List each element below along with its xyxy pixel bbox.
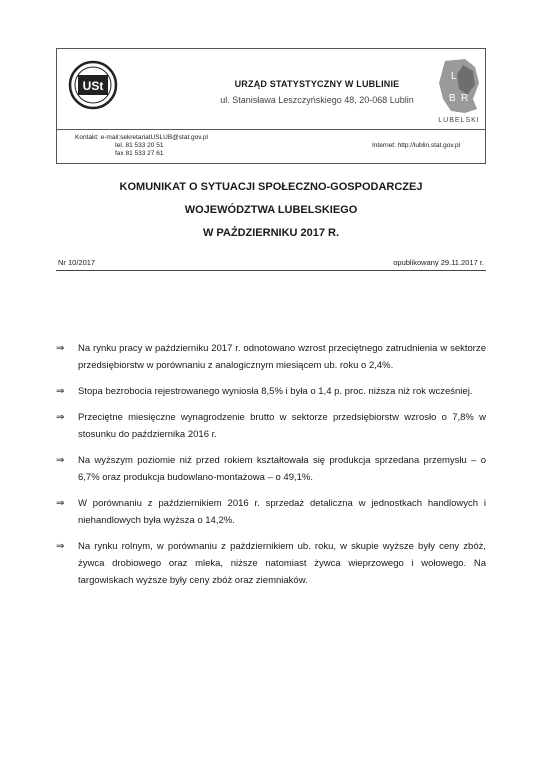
summary-bullets [56,340,486,598]
bullet-text: Na rynku rolnym, w porównaniu z październikiem ub. roku, w skupie wyższe były ceny zbóż, żywca drobiowego oraz mleka, niższe natomiast żywca wieprzowego i wołowego. Na targowiskach wyższe były ceny zbóż oraz ziemniaków. [78,541,486,586]
office-address: ul. Stanisława Leszczyńskiego 48, 20-068 Lublin [220,95,414,105]
logo-right-letter-r: R [461,93,469,104]
arrow-right-icon: ⇒ [56,498,65,509]
arrow-right-icon: ⇒ [56,412,65,423]
contact-internet: Internet: http://lublin.stat.gov.pl [372,142,461,149]
logo-right-caption: LUBELSKI [438,117,480,124]
meta-row [56,256,486,271]
bullet-text: Stopa bezrobocia rejestrowanego wyniosła 8,5% i była o 1,4 p. proc. niższa niż rok wcześniej. [78,386,473,397]
statistical-office-logo [67,59,119,111]
list-item [56,452,486,486]
title-line-3: W PAŹDZIERNIKU 2017 R. [202,227,340,239]
header-box [56,48,486,164]
contact-fax: fax 81 533 27 61 [115,150,164,157]
list-item [56,340,486,374]
header-top [57,49,485,130]
arrow-right-icon: ⇒ [56,541,65,552]
logo-right-letter-b: B [449,93,456,104]
contact-phone: tel. 81 533 20 51 [115,142,164,149]
list-item [56,495,486,529]
logo-right-letter-l: L [451,71,457,82]
title-line-2: WOJEWÓDZTWA LUBELSKIEGO [184,204,358,216]
contact-block [75,134,208,158]
contact-email: Kontakt: e-mail:sekretariatUSLUB@stat.gov.pl [75,134,208,141]
list-item [56,409,486,443]
bullet-text: Przeciętne miesięczne wynagrodzenie brutto w sektorze przedsiębiorstw wzrosło o 7,8% w stosunku do października 2016 r. [78,412,486,440]
bullet-text: Na rynku pracy w październiku 2017 r. odnotowano wzrost przeciętnego zatrudnienia w sektorze przedsiębiorstw w porównaniu z analogicznym miesiącem ub. roku o 2,4%. [78,343,486,371]
logo-left-text: USt [82,79,104,93]
title-line-1: KOMUNIKAT O SYTUACJI SPOŁECZNO-GOSPODARCZEJ [119,181,423,193]
publication-date: opublikowany 29.11.2017 r. [393,258,484,267]
list-item [56,538,486,589]
issue-number: Nr 10/2017 [58,258,96,267]
bullet-text: Na wyższym poziomie niż przed rokiem kształtowała się produkcja sprzedana przemysłu – o 6,7% oraz produkcja budowlano-montażowa – o 49,1%. [78,455,486,483]
list-item [56,383,486,400]
arrow-right-icon: ⇒ [56,386,65,397]
arrow-right-icon: ⇒ [56,455,65,466]
lubelski-region-logo [435,55,483,125]
document-title [56,176,486,245]
office-name: URZĄD STATYSTYCZNY W LUBLINIE [234,79,400,89]
arrow-right-icon: ⇒ [56,343,65,354]
bullet-text: W porównaniu z październikiem 2016 r. sprzedaż detaliczna w jednostkach handlowych i niehandlowych była wyższa o 14,2%. [78,498,486,526]
